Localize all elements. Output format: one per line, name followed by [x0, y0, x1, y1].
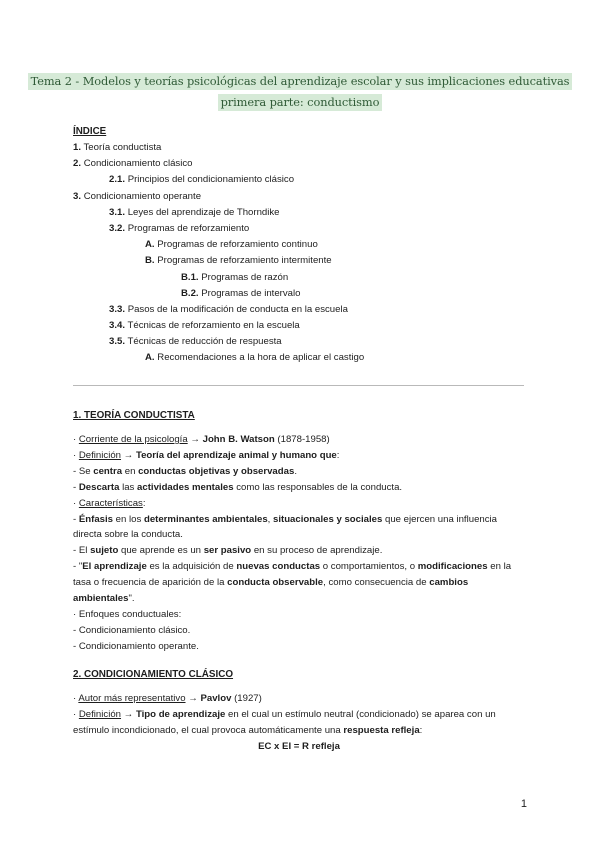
index-item-number: 1. [73, 142, 82, 153]
index-item [73, 334, 533, 350]
paragraph: · Características: [73, 497, 146, 509]
index-item-text: Técnicas de reducción de respuesta [127, 336, 282, 348]
index-item [73, 189, 533, 205]
section-heading: 1. TEORÍA CONDUCTISTA [73, 410, 195, 421]
index-item [73, 172, 533, 188]
paragraph: - "El aprendizaje es la adquisición de nuevas conductas o comportamientos, o modificaciones en la tasa o frecuencia de aparición de la conducta observable, como consecuencia de cambios ambientales". [73, 561, 512, 605]
index-item-text: Condicionamiento clásico [83, 158, 193, 170]
index-item [73, 270, 533, 286]
index-item [73, 237, 533, 253]
index-item [73, 350, 533, 366]
index-item-number: 3. [73, 190, 82, 202]
index-item-number: B.1. [181, 271, 199, 283]
index-item-text: Pasos de la modificación de conducta en la escuela [127, 303, 348, 315]
page-number: 1 [520, 798, 527, 810]
index-item-number: 3.5. [109, 336, 126, 348]
index-item [73, 253, 533, 269]
index-item-text: Recomendaciones a la hora de aplicar el castigo [157, 352, 365, 364]
index-item-number: 2.1. [109, 174, 126, 186]
paragraph: · Enfoques conductuales: [73, 608, 182, 620]
index-item-number: 3.2. [109, 222, 126, 234]
title-line-2: primera parte: conductismo [218, 94, 383, 111]
index-item-number: B.2. [181, 287, 199, 299]
index-item-text: Programas de reforzamiento intermitente [157, 255, 332, 267]
index-item [73, 140, 533, 156]
index-item-text: Programas de reforzamiento continuo [157, 239, 318, 251]
paragraph: · Definición → Teoría del aprendizaje animal y humano que: [73, 449, 340, 461]
paragraph: - Condicionamiento operante. [73, 640, 199, 652]
section-condicionamiento-clasico [73, 668, 525, 755]
paragraph: · Corriente de la psicología → John B. Watson (1878-1958) [73, 434, 330, 445]
index-item [73, 318, 533, 334]
index-item [73, 221, 533, 237]
index-item-number: A. [145, 239, 155, 251]
index-item-text: Programas de intervalo [201, 287, 301, 299]
index-item-number: 2. [73, 158, 82, 170]
index-item-number: 3.1. [109, 206, 126, 218]
document-title [0, 72, 600, 111]
index-item [73, 302, 533, 318]
index-item-text: Técnicas de reforzamiento en la escuela [127, 320, 300, 332]
paragraph: - Énfasis en los determinantes ambientales, situacionales y sociales que ejercen una influencia directa sobre la conducta. [73, 513, 498, 541]
table-of-contents [73, 125, 533, 367]
paragraph: - Descarta las actividades mentales como las responsables de la conducta. [73, 481, 403, 493]
paragraph: - Condicionamiento clásico. [73, 624, 191, 636]
index-item [73, 156, 533, 172]
index-item-text: Programas de reforzamiento [127, 222, 250, 234]
index-item [73, 286, 533, 302]
index-item [73, 205, 533, 221]
index-item-text: Condicionamiento operante [83, 190, 202, 202]
paragraph: - El sujeto que aprende es un ser pasivo en su proceso de aprendizaje. [73, 545, 383, 557]
index-item-text: Teoría conductista [83, 142, 162, 153]
index-item-text: Leyes del aprendizaje de Thorndike [127, 206, 280, 218]
title-line-1: Tema 2 - Modelos y teorías psicológicas del aprendizaje escolar y sus implicaciones educativas [28, 73, 573, 90]
index-item-number: 3.4. [109, 320, 126, 332]
paragraph: · Autor más representativo → Pavlov (1927) [73, 693, 262, 704]
index-heading: ÍNDICE [73, 126, 107, 137]
index-item-number: 3.3. [109, 303, 126, 315]
section-teoria-conductista [73, 409, 525, 655]
paragraph: - Se centra en conductas objetivas y observadas. [73, 465, 297, 477]
section-heading: 2. CONDICIONAMIENTO CLÁSICO [73, 669, 234, 680]
paragraph: · Definición → Tipo de aprendizaje en el cual un estímulo neutral (condicionado) se aparea con un estímulo incondicionado, el cual provoca automáticamente una respuesta refleja: [73, 708, 496, 736]
index-item-number: A. [145, 352, 155, 364]
index-item-number: B. [145, 255, 155, 267]
index-item-text: Principios del condicionamiento clásico [127, 174, 295, 186]
horizontal-divider [73, 385, 524, 386]
equation: EC x EI = R refleja [258, 740, 340, 752]
index-item-text: Programas de razón [201, 271, 289, 283]
